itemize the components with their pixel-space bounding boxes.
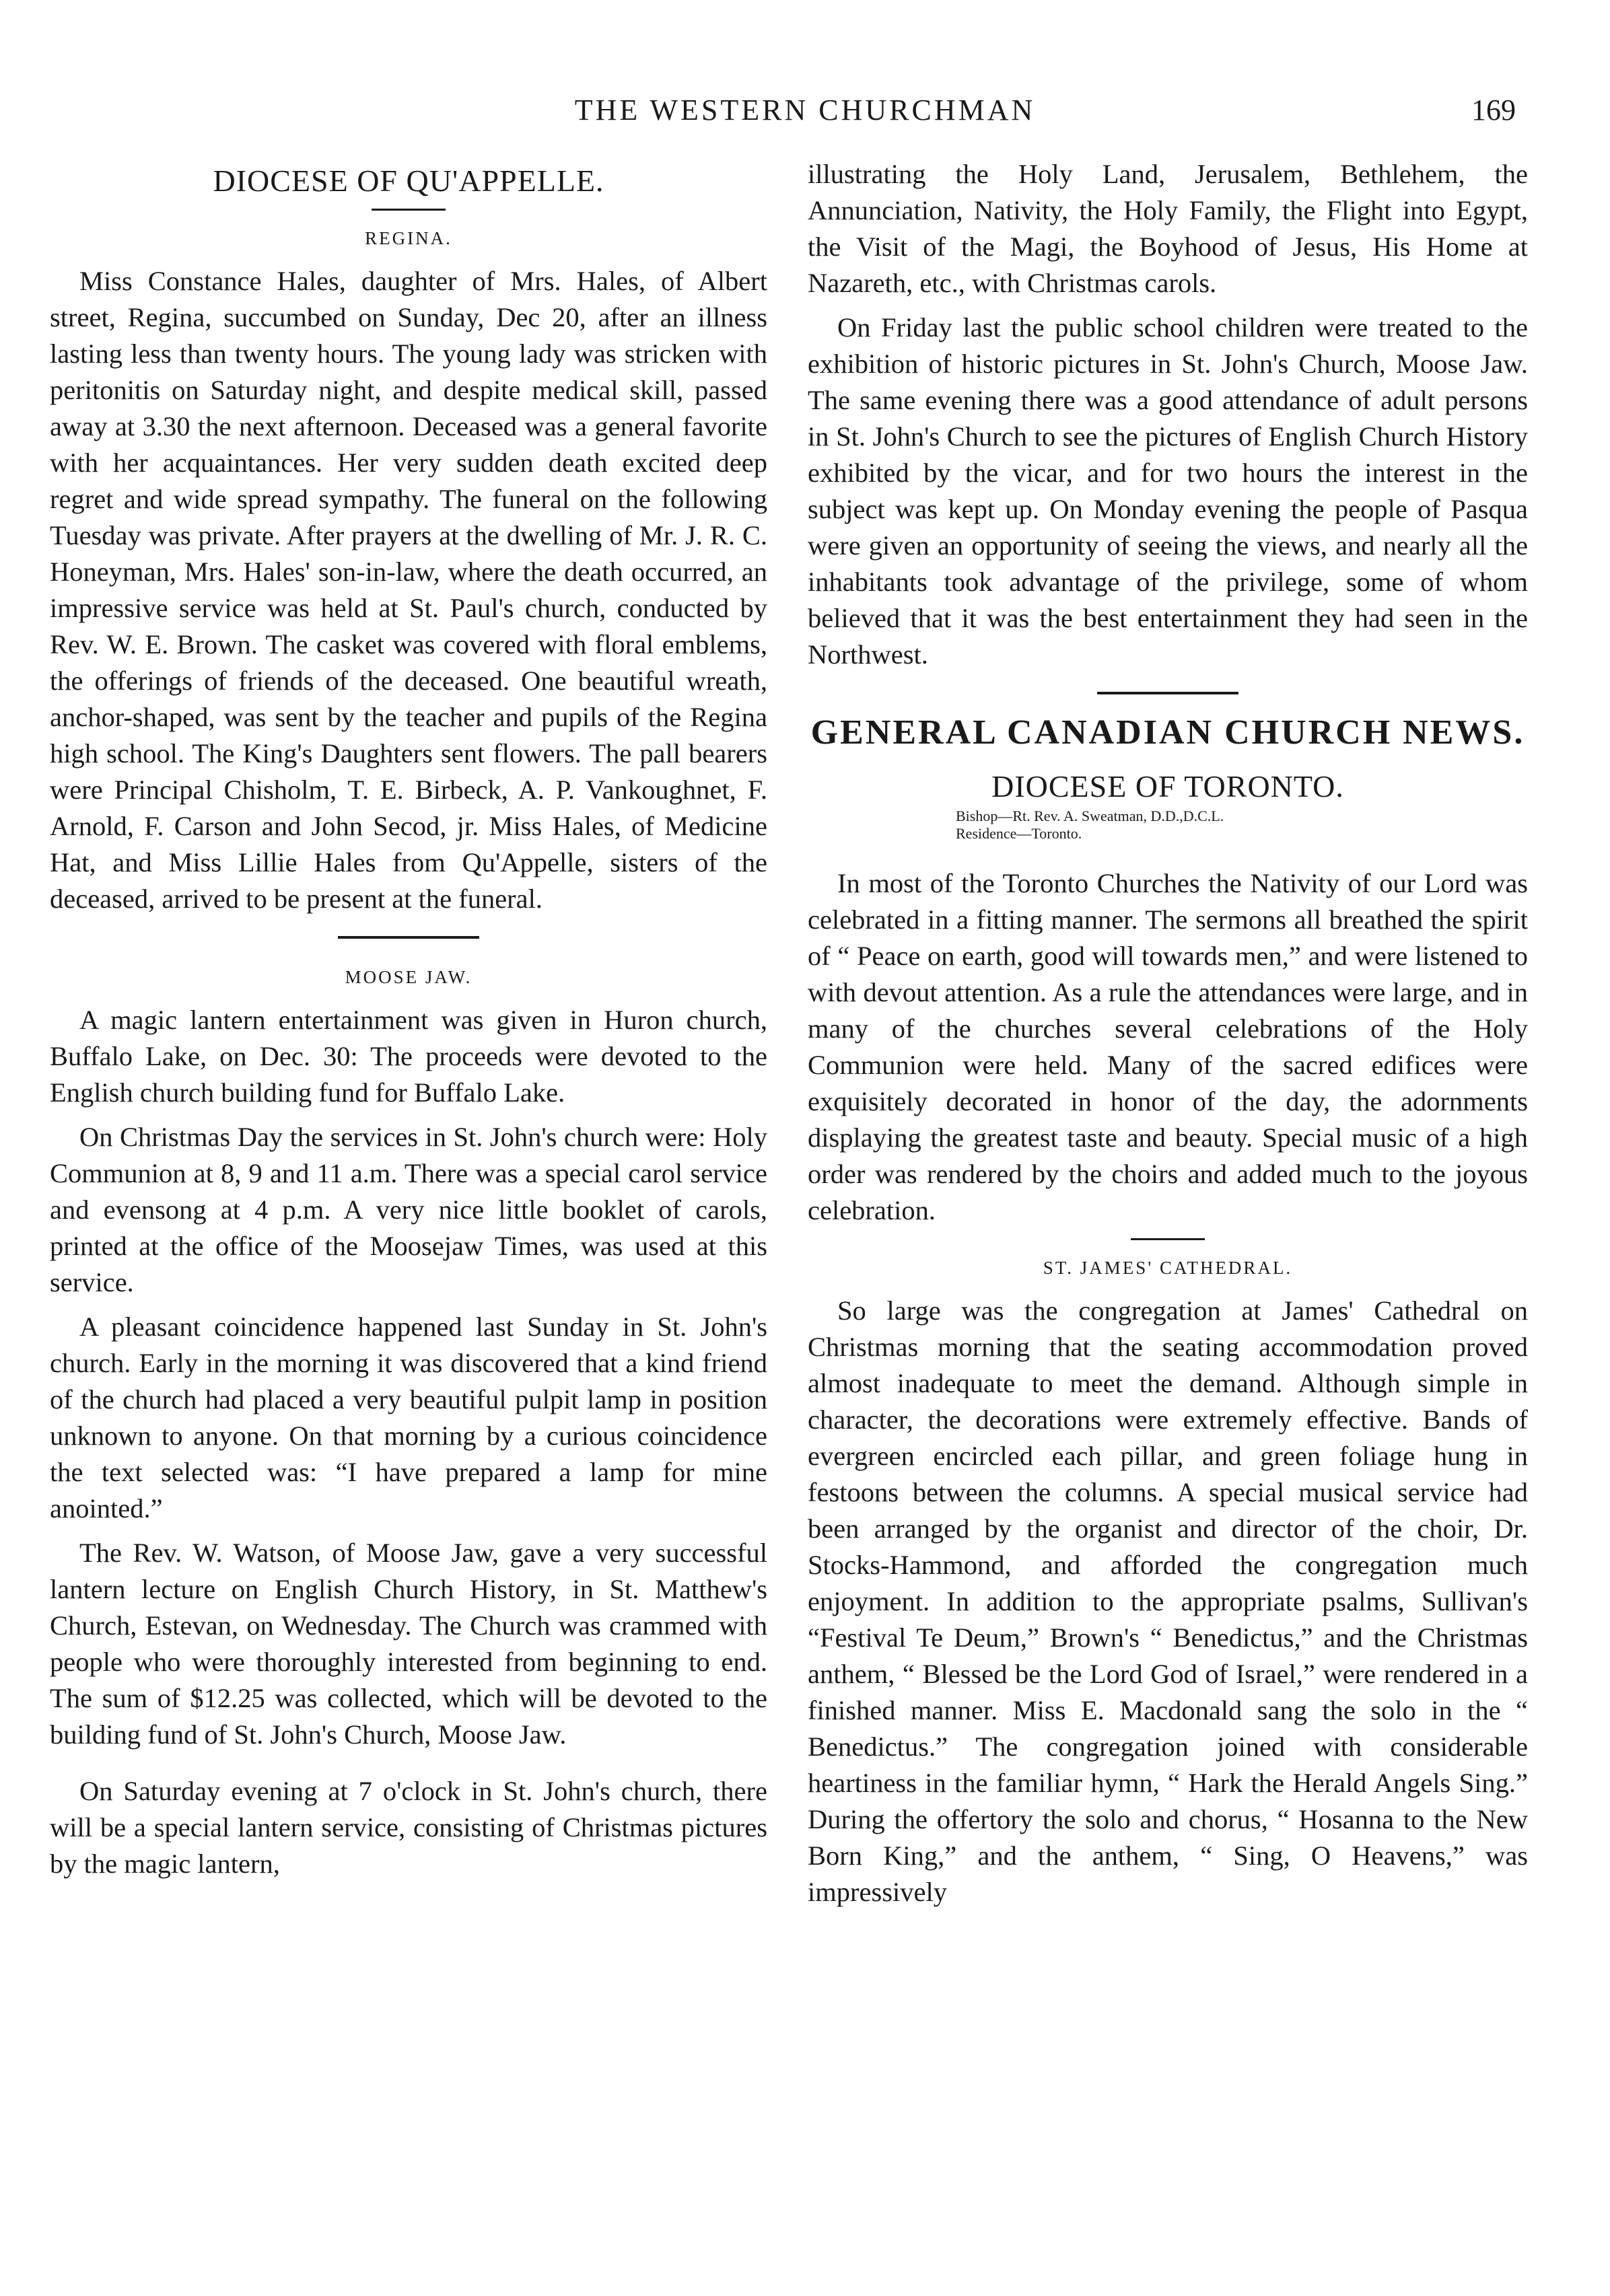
divider [338,936,479,939]
moose-jaw-heading: MOOSE JAW. [345,967,473,987]
article-paragraph: A magic lantern entertainment was given in Huron church, Buffalo Lake, on Dec. 30: The proceeds were devoted to the English church building fund for Buffalo Lake. [50,1005,767,1108]
page-number: 169 [1471,94,1516,127]
toronto-paragraph: In most of the Toronto Churches the Nativity of our Lord was celebrated in a fitting manner. The sermons all breathed the spirit of “ Peace on earth, good will towards men,” and were listened to with devout attention. As a rule the attendances were large, and in many of the churches several celebrations of the Holy Communion were held. Many of the sacred edifices were exquisitely decorated in honor of the day, the adornments displaying the greatest taste and beauty. Special music of a high order was rendered by the choirs and added much to the joyous celebration. [808,868,1528,1225]
diocese-officials [956,808,1528,842]
right-column [808,156,1528,1918]
left-column [50,156,767,1890]
cathedral-heading: ST. JAMES' CATHEDRAL. [1043,1258,1293,1278]
divider [1131,1238,1205,1240]
general-news-heading: GENERAL CANADIAN CHURCH NEWS. [810,713,1525,752]
running-head [0,93,1610,133]
regina-paragraph: Miss Constance Hales, daughter of Mrs. Hales, of Albert street, Regina, succumbed on Sunday, Dec 20, after an illness lasting less than twenty hours. The young lady was stricken with peritonitis on Saturday night, and despite medical skill, passed away at 3.30 the next afternoon. Deceased was a general favorite with her acquaintances. Her very sudden death excited deep regret and wide spread sympathy. The funeral on the following Tuesday was private. After prayers at the dwelling of Mr. J. R. C. Honeyman, Mrs. Hales' son-in-law, where the death occurred, an impressive service was held at St. Paul's church, conducted by Rev. W. E. Brown. The casket was covered with floral emblems, the offerings of friends of the deceased. One beautiful wreath, anchor-shaped, was sent by the teacher and pupils of the Regina high school. The King's Daughters sent flowers. The pall bearers were Principal Chisholm, T. E. Birbeck, A. P. Vankoughnet, F. Arnold, F. Carson and John Secod, jr. Miss Hales, of Medicine Hat, and Miss Lillie Hales from Qu'Appelle, sisters of the deceased, arrived to be present at the funeral. [50,266,767,914]
article-paragraph: On Christmas Day the services in St. John's church were: Holy Communion at 8, 9 and 11 a.m. There was a special carol service and evensong at 4 p.m. A very nice little booklet of carols, printed at the office of the Moosejaw Times, was used at this service. [50,1122,767,1297]
article-paragraph: The Rev. W. Watson, of Moose Jaw, gave a very successful lantern lecture on English Church History, in St. Matthew's Church, Estevan, on Wednesday. The Church was crammed with people who were thoroughly interested from beginning to end. The sum of $12.25 was collected, which will be devoted to the building fund of St. John's Church, Moose Jaw. [50,1538,767,1750]
regina-heading: REGINA. [365,228,452,248]
divider [1097,692,1238,694]
diocese-quappelle-title: DIOCESE OF QU'APPELLE. [213,164,604,198]
continued-paragraph: illustrating the Holy Land, Jerusalem, Bethlehem, the Annunciation, Nativity, the Holy Family, the Flight into Egypt, the Visit of the Magi, the Boyhood of Jesus, His Home at Nazareth, etc., with Christmas carols. [808,159,1528,298]
spacer [50,1761,767,1773]
article-paragraph: On Saturday evening at 7 o'clock in St. John's church, there will be a special lantern service, consisting of Christmas pictures by the magic lantern, [50,1776,767,1879]
residence-line: Residence—Toronto. [956,825,1082,842]
diocese-toronto-title: DIOCESE OF TORONTO. [991,769,1344,803]
article-paragraph: On Friday last the public school children were treated to the exhibition of historic pictures in St. John's Church, Moose Jaw. The same evening there was a good attendance of adult persons in St. John's Church to see the pictures of English Church History exhibited by the vicar, and for two hours the interest in the subject was kept up. On Monday evening the people of Pasqua were given an opportunity of seeing the views, and nearly all the inhabitants took advantage of the privilege, some of whom believed that it was the best entertainment they had seen in the Northwest. [808,312,1528,670]
running-title: THE WESTERN CHURCHMAN [574,94,1036,127]
bishop-line: Bishop—Rt. Rev. A. Sweatman, D.D.,D.C.L. [956,808,1224,824]
cathedral-paragraph: So large was the congregation at James' Cathedral on Christmas morning that the seating accommodation proved almost inadequate to meet the demand. Although simple in character, the decorations were extremely effective. Bands of evergreen encircled each pillar, and green foliage hung in festoons between the columns. A special musical service had been arranged by the organist and director of the choir, Dr. Stocks-Hammond, and afforded the congregation much enjoyment. In addition to the appropriate psalms, Sullivan's “Festival Te Deum,” Brown's “ Benedictus,” and the Christmas anthem, “ Blessed be the Lord God of Israel,” were rendered in a finished manner. Miss E. Macdonald sang the solo in the “ Benedictus.” The congregation joined with considerable heartiness in the familiar hymn, “ Hark the Herald Angels Sing.” During the offertory the solo and chorus, “ Hosanna to the New Born King,” and the anthem, “ Sing, O Heavens,” was impressively [808,1295,1528,1907]
divider [372,209,446,211]
article-paragraph: A pleasant coincidence happened last Sunday in St. John's church. Early in the morning it was discovered that a kind friend of the church had placed a very beautiful pulpit lamp in position unknown to anyone. On that morning by a curious coincidence the text selected was: “I have prepared a lamp for mine anointed.” [50,1312,767,1523]
